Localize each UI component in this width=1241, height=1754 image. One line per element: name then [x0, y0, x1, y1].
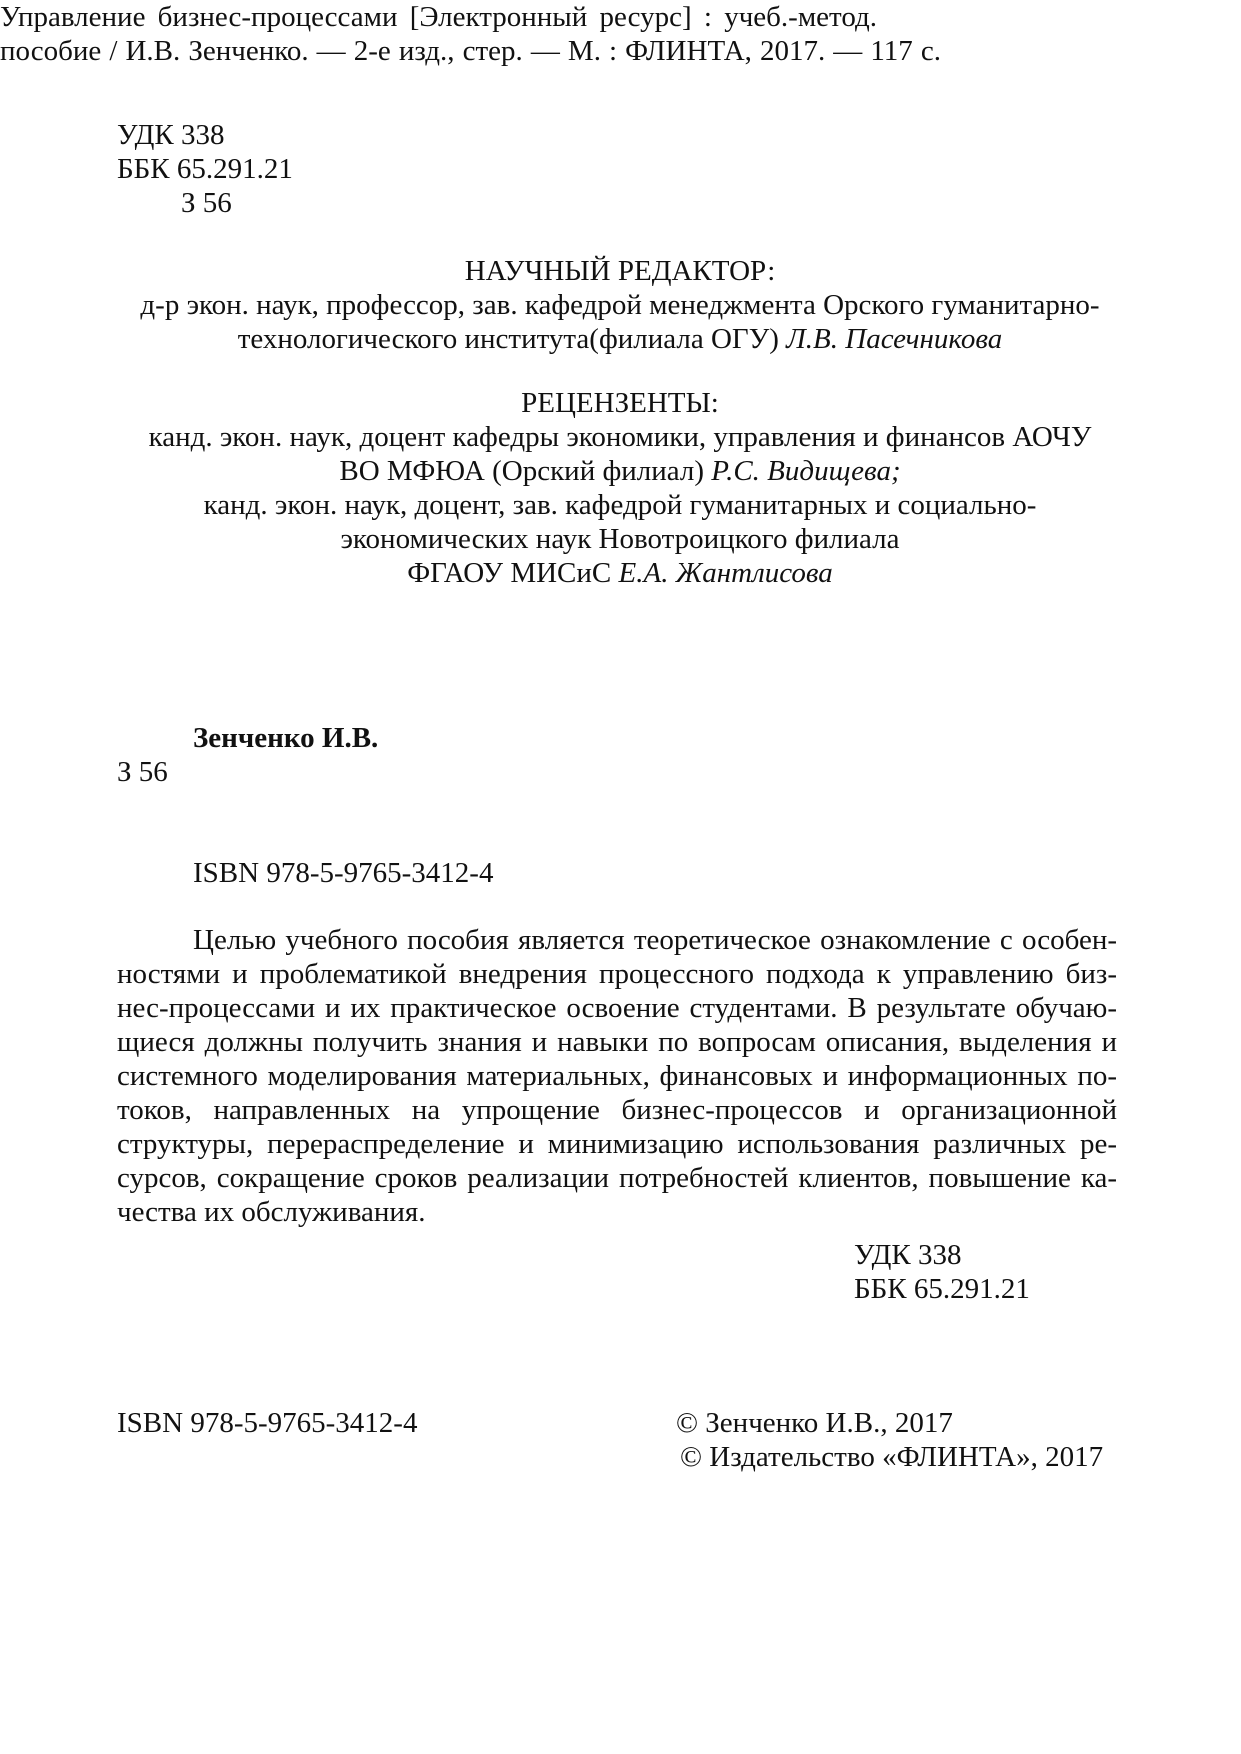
editor-credentials: д-р экон. наук, профессор, зав. кафедрой менеджмента Орского гуманитарно-: [140, 289, 1100, 321]
abstract-line: Целью учебного пособия является теоретическое ознакомление с особен-: [193, 924, 1117, 956]
author-name: Зенченко И.В.: [193, 722, 379, 754]
reviewer2-credentials: канд. экон. наук, доцент, зав. кафедрой гуманитарных и социально-: [203, 489, 1037, 521]
udk-code-bottom: УДК 338: [854, 1239, 962, 1271]
reviewer2-affiliation: [100, 556, 1140, 590]
abstract-line: ностями и проблематикой внедрения процессного подхода к управлению биз-: [117, 958, 1117, 990]
abstract-line: чества их обслуживания.: [117, 1196, 426, 1228]
editor-heading: НАУЧНЫЙ РЕДАКТОР:: [464, 255, 776, 287]
abstract-line: структуры, перераспределение и минимизацию использования различных ре-: [117, 1128, 1117, 1160]
reviewers-heading: РЕЦЕНЗЕНТЫ:: [521, 387, 719, 419]
reviewer1-affiliation: [100, 454, 1140, 488]
editor-affiliation: [100, 322, 1140, 356]
reviewer1-affiliation-text: ВО МФЮА (Орский филиал): [339, 455, 712, 487]
author-mark-top: З 56: [181, 187, 232, 219]
editor-affiliation-text: технологического института(филиала ОГУ): [237, 323, 787, 355]
bibliography-isbn: ISBN 978-5-9765-3412-4: [193, 857, 494, 889]
abstract-line: сурсов, сокращение сроков реализации потребностей клиентов, повышение ка-: [117, 1162, 1117, 1194]
bibliography-author-mark: З 56: [117, 756, 168, 788]
bibliography-imprint: пособие / И.В. Зенченко. — 2-е изд., стер. — М. : ФЛИНТА, 2017. — 117 с.: [0, 35, 941, 67]
abstract-line: системного моделирования материальных, финансовых и информационных по-: [117, 1060, 1117, 1092]
reviewer2-affiliation-text: ФГАОУ МИСиС: [407, 557, 619, 589]
editor-name: Л.В. Пасечникова: [786, 323, 1003, 355]
bibliography-title: Управление бизнес-процессами [Электронный ресурс] : учеб.-метод.: [0, 1, 877, 33]
reviewer1-name: Р.С. Видищева;: [711, 455, 901, 487]
abstract-line: щиеся должны получить знания и навыки по вопросам описания, выделения и: [117, 1026, 1117, 1058]
reviewer1-credentials: канд. экон. наук, доцент кафедры экономики, управления и финансов АОЧУ: [148, 421, 1092, 453]
copyright-author: © Зенченко И.В., 2017: [676, 1407, 953, 1439]
copyright-publisher: © Издательство «ФЛИНТА», 2017: [680, 1441, 1104, 1473]
reviewer2-department: экономических наук Новотроицкого филиала: [340, 523, 900, 555]
udk-code-top: УДК 338: [117, 119, 225, 151]
abstract-line: токов, направленных на упрощение бизнес-процессов и организационной: [117, 1094, 1117, 1126]
reviewer2-name: Е.А. Жантлисова: [618, 557, 833, 589]
bbk-code-bottom: ББК 65.291.21: [854, 1273, 1030, 1305]
abstract-line: нес-процессами и их практическое освоение студентами. В результате обучаю-: [117, 992, 1117, 1024]
footer-isbn: ISBN 978-5-9765-3412-4: [117, 1407, 418, 1439]
bbk-code-top: ББК 65.291.21: [117, 153, 293, 185]
